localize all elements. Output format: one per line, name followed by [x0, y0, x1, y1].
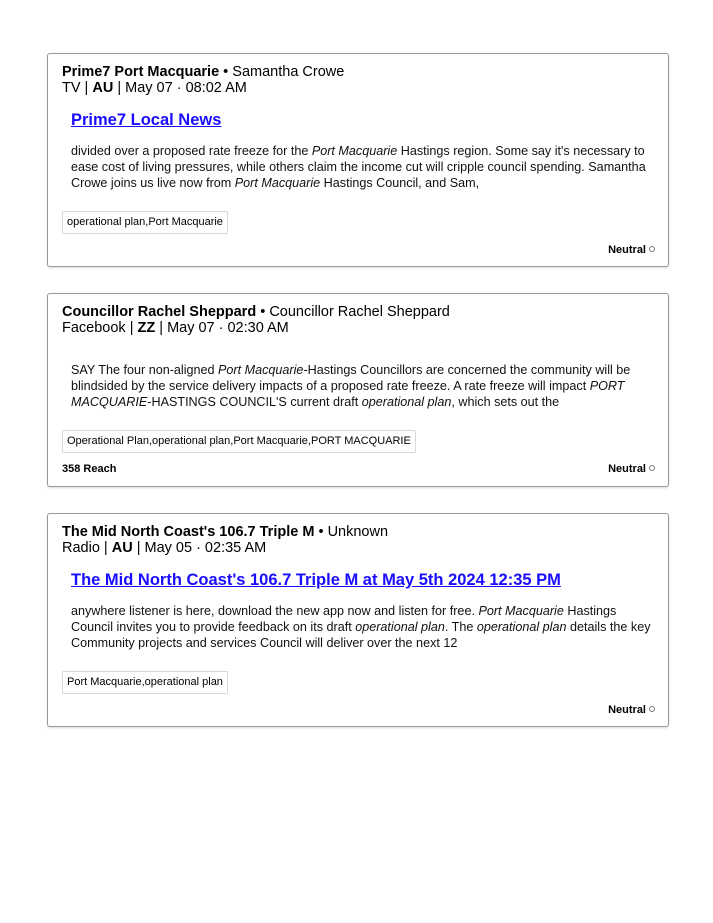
article-title-link[interactable]: Prime7 Local News: [71, 111, 222, 129]
timestamp: May 07 · 08:02 AM: [125, 80, 247, 96]
sentiment-label: [608, 463, 655, 475]
sentiment-label: [608, 704, 655, 716]
mention-card: [47, 513, 669, 727]
article-excerpt: [71, 603, 651, 651]
reach-count: 358 Reach: [62, 463, 117, 475]
country-code: ZZ: [137, 320, 156, 336]
keyword-highlight: operational plan: [361, 395, 452, 409]
sentiment-text: Neutral: [608, 704, 646, 716]
outlet-name: Councillor Rachel Sheppard: [62, 304, 257, 320]
card-header: The Mid North Coast's 106.7 Triple M • Unknown Radio | AU | May 05 · 02:35 AM: [62, 524, 389, 556]
sentiment-label: [608, 244, 655, 256]
author-name: Councillor Rachel Sheppard: [269, 304, 450, 320]
country-code: AU: [111, 540, 133, 556]
media-type: Radio: [62, 540, 100, 556]
excerpt-text: anywhere listener is here, download the new app now and listen for free.: [71, 604, 479, 618]
excerpt-text: Hastings Council, and Sam,: [320, 176, 480, 190]
card-header: Prime7 Port Macquarie • Samantha Crowe TV | AU | May 07 · 08:02 AM: [62, 64, 345, 96]
article-excerpt: [71, 362, 651, 410]
media-type: Facebook: [62, 320, 126, 336]
outlet-name: The Mid North Coast's 106.7 Triple M: [62, 524, 315, 540]
author-name: Samantha Crowe: [232, 64, 345, 80]
sentiment-dot-icon: [649, 706, 655, 712]
media-type: TV: [62, 80, 81, 96]
keyword-highlight: operational plan: [355, 620, 445, 634]
outlet-name: Prime7 Port Macquarie: [62, 64, 220, 80]
country-code: AU: [92, 80, 114, 96]
excerpt-text: -HASTINGS COUNCIL'S current draft: [147, 395, 362, 409]
sentiment-text: Neutral: [608, 463, 646, 475]
card-header: Councillor Rachel Sheppard • Councillor Rachel Sheppard Facebook | ZZ | May 07 · 02:30 AM: [62, 304, 450, 336]
timestamp: May 07 · 02:30 AM: [167, 320, 289, 336]
keyword-highlight: Port Macquarie: [478, 604, 564, 618]
keyword-highlight: Port Macquarie: [218, 363, 304, 377]
keyword-tags: operational plan,Port Macquarie: [62, 211, 228, 234]
excerpt-text: Hastings Council invites you to provide feedback on its draft: [71, 604, 617, 634]
keyword-highlight: PORT MACQUARIE: [71, 379, 625, 409]
keyword-highlight: operational plan: [476, 620, 567, 634]
keyword-highlight: Port Macquarie: [311, 144, 398, 158]
article-title-link[interactable]: The Mid North Coast's 106.7 Triple M at May 5th 2024 12:35 PM: [71, 571, 561, 589]
excerpt-text: SAY The four non-aligned: [71, 363, 219, 377]
timestamp: May 05 · 02:35 AM: [144, 540, 267, 556]
excerpt-text: -Hastings Councillors are concerned the community will be blindsided by the service delivery impacts of a proposed rate freeze. A rate freeze will impact: [71, 363, 631, 393]
keyword-tags: Operational Plan,operational plan,Port Macquarie,PORT MACQUARIE: [62, 430, 416, 453]
sentiment-dot-icon: [649, 465, 655, 471]
keyword-highlight: Port Macquarie: [234, 176, 321, 190]
author-name: Unknown: [327, 524, 389, 540]
sentiment-text: Neutral: [608, 244, 646, 256]
excerpt-text: . The: [444, 620, 477, 634]
mention-card: [47, 53, 669, 267]
excerpt-text: details the key Community projects and services Council will deliver over the next 12: [71, 620, 651, 650]
excerpt-text: , which sets out the: [451, 395, 560, 409]
excerpt-text: Hastings region. Some say it's necessary to ease cost of living pressures, while others claim the income cut will cripple council spending. Samantha Crowe joins us live now from: [71, 144, 646, 190]
excerpt-text: divided over a proposed rate freeze for the: [71, 144, 312, 158]
article-excerpt: [71, 143, 651, 191]
mention-card: [47, 293, 669, 487]
keyword-tags: Port Macquarie,operational plan: [62, 671, 228, 694]
sentiment-dot-icon: [649, 246, 655, 252]
